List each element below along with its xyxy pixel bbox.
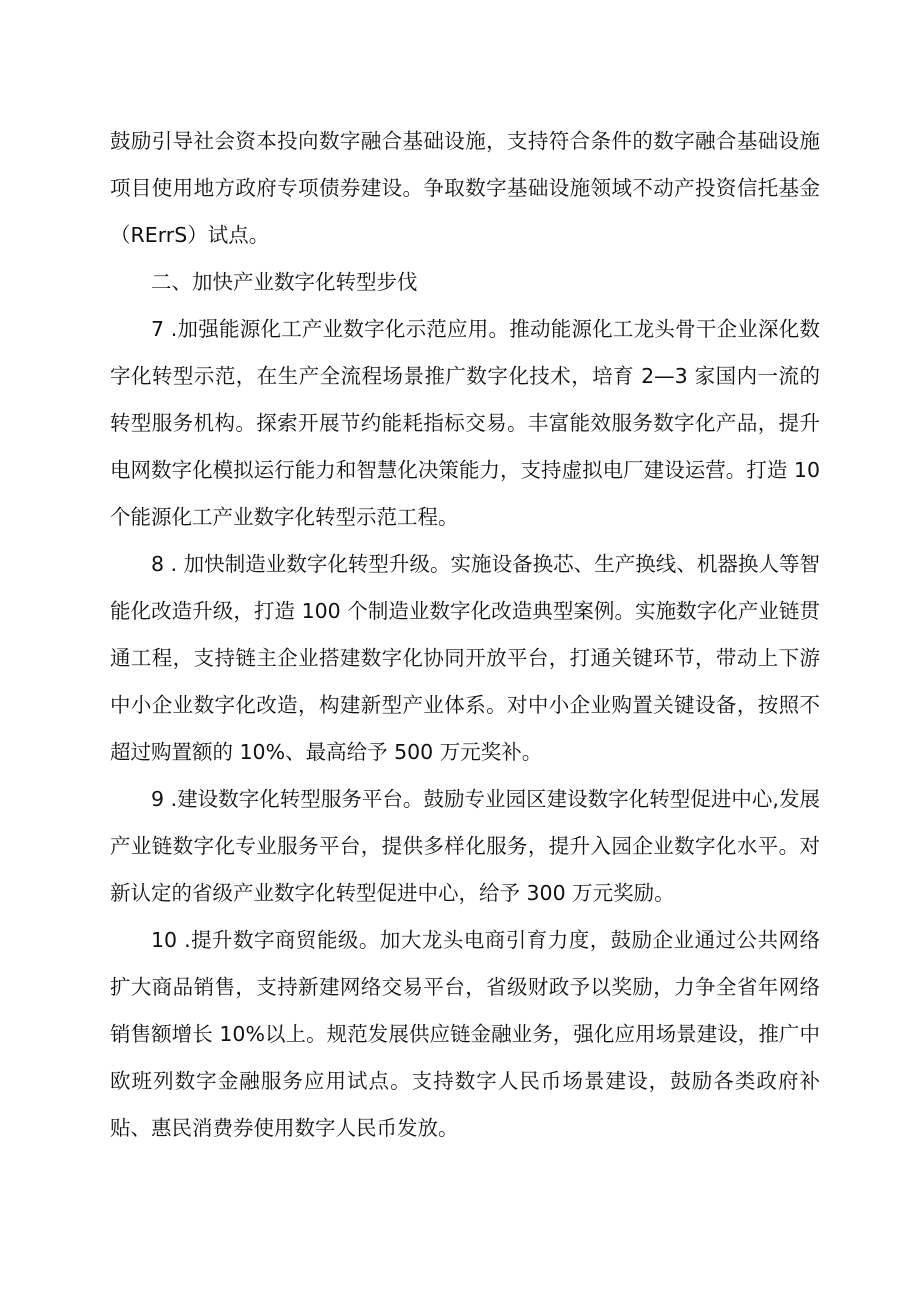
- section-heading: 二、加快产业数字化转型步伐: [151, 270, 418, 294]
- paragraph-item-10: 10 .提升数字商贸能级。加大龙头电商引育力度，鼓励企业通过公共网络扩大商品销售，支持新建网络交易平台，省级财政予以奖励，力争全省年网络销售额增长 10%以上。规范发展供应链金融业务，强化应用场景建设，推广中欧班列数字金融服务应用试点。支持数字人民币场景建设，鼓励各类政府补贴、惠民消费券使用数字人民币发放。: [110, 928, 820, 1140]
- paragraph-intro: 鼓励引导社会资本投向数字融合基础设施，支持符合条件的数字融合基础设施项目使用地方政府专项债券建设。争取数字基础设施领域不动产投资信托基金（RErrS）试点。: [110, 129, 820, 247]
- document-body: [110, 118, 820, 1152]
- paragraph-item-9: 9 .建设数字化转型服务平台。鼓励专业园区建设数字化转型促进中心,发展产业链数字化专业服务平台，提供多样化服务，提升入园企业数字化水平。对新认定的省级产业数字化转型促进中心，给予 300 万元奖励。: [110, 787, 820, 905]
- paragraph-item-7: 7 .加强能源化工产业数字化示范应用。推动能源化工龙头骨干企业深化数字化转型示范，在生产全流程场景推广数字化技术，培育 2—3 家国内一流的转型服务机构。探索开展节约能耗指标交易。丰富能效服务数字化产品，提升电网数字化模拟运行能力和智慧化决策能力，支持虚拟电厂建设运营。打造 10 个能源化工产业数字化转型示范工程。: [110, 317, 820, 529]
- paragraph-item-8: 8 . 加快制造业数字化转型升级。实施设备换芯、生产换线、机器换人等智能化改造升级，打造 100 个制造业数字化改造典型案例。实施数字化产业链贯通工程，支持链主企业搭建数字化协同开放平台，打通关键环节，带动上下游中小企业数字化改造，构建新型产业体系。对中小企业购置关键设备，按照不超过购置额的 10%、最高给予 500 万元奖补。: [110, 552, 820, 764]
